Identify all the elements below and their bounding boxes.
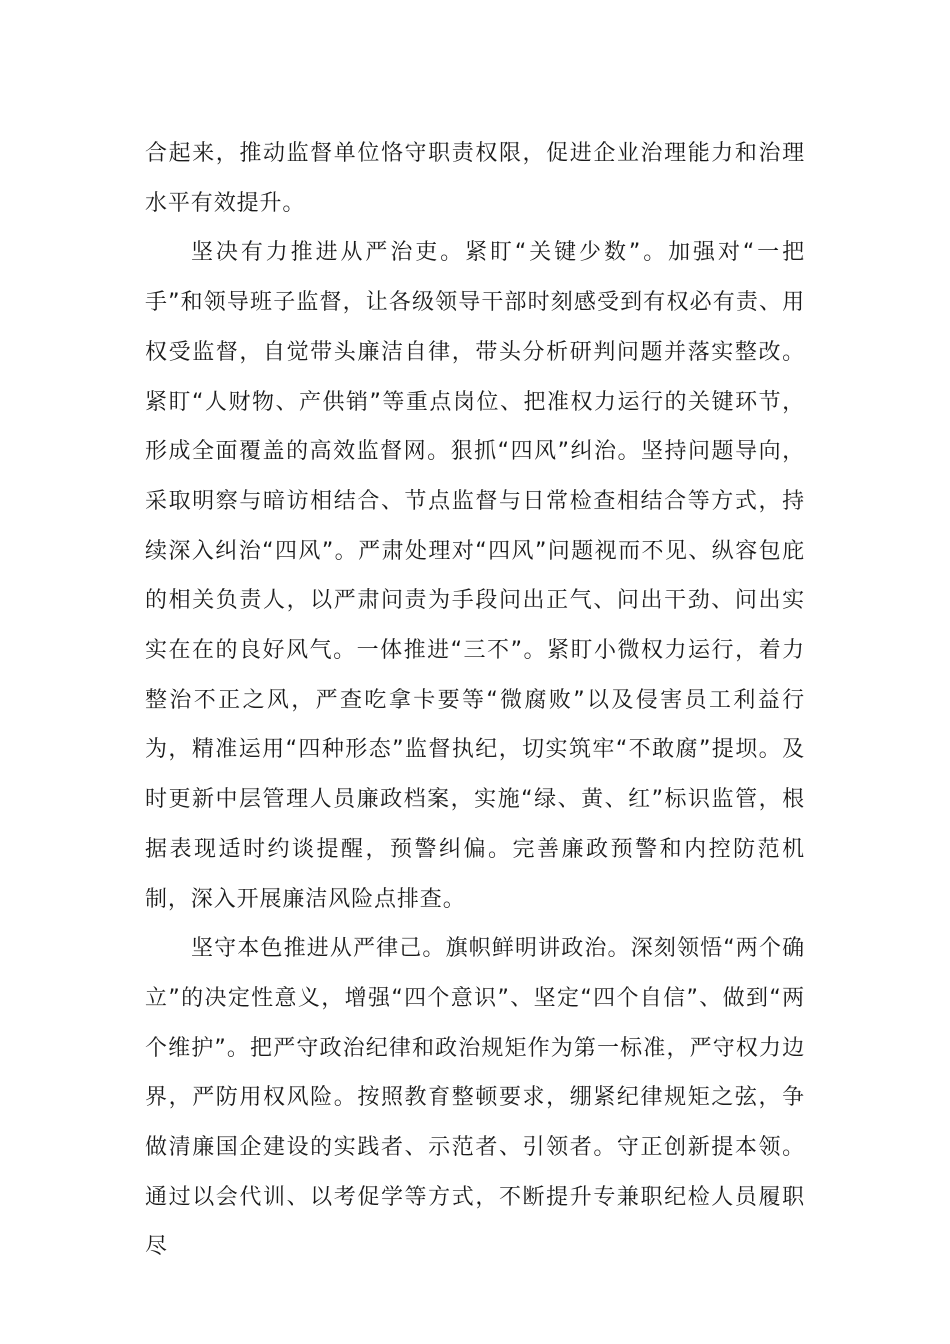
document-body xyxy=(145,129,805,1272)
paragraph-strict-governance: 坚决有力推进从严治吏。紧盯“关键少数”。加强对“一把手”和领导班子监督，让各级领导干部时刻感受到有权必有责、用权受监督，自觉带头廉洁自律，带头分析研判问题并落实整改。紧盯“人财物、产供销”等重点岗位、把准权力运行的关键环节，形成全面覆盖的高效监督网。狠抓“四风”纠治。坚持问题导向，采取明察与暗访相结合、节点监督与日常检查相结合等方式，持续深入纠治“四风”。严肃处理对“四风”问题视而不见、纵容包庇的相关负责人，以严肃问责为手段问出正气、问出干劲、问出实实在在的良好风气。一体推进“三不”。紧盯小微权力运行，着力整治不正之风，严查吃拿卡要等“微腐败”以及侵害员工利益行为，精准运用“四种形态”监督执纪，切实筑牢“不敢腐”提坝。及时更新中层管理人员廉政档案，实施“绿、黄、红”标识监管，根据表现适时约谈提醒，预警纠偏。完善廉政预警和内控防范机制，深入开展廉洁风险点排查。 xyxy=(145,240,805,912)
paragraph-strict-self: 坚守本色推进从严律己。旗帜鲜明讲政治。深刻领悟“两个确立”的决定性意义，增强“四个意识”、坚定“四个自信”、做到“两个维护”。把严守政治纪律和政治规矩作为第一标准，严守权力边界，严防用权风险。按照教育整顿要求，绷紧纪律规矩之弦，争做清廉国企建设的实践者、示范者、引领者。守正创新提本领。通过以会代训、以考促学等方式，不断提升专兼职纪检人员履职尽 xyxy=(145,936,805,1260)
paragraph-continuation: 合起来，推动监督单位恪守职责权限，促进企业治理能力和治理水平有效提升。 xyxy=(145,141,805,216)
